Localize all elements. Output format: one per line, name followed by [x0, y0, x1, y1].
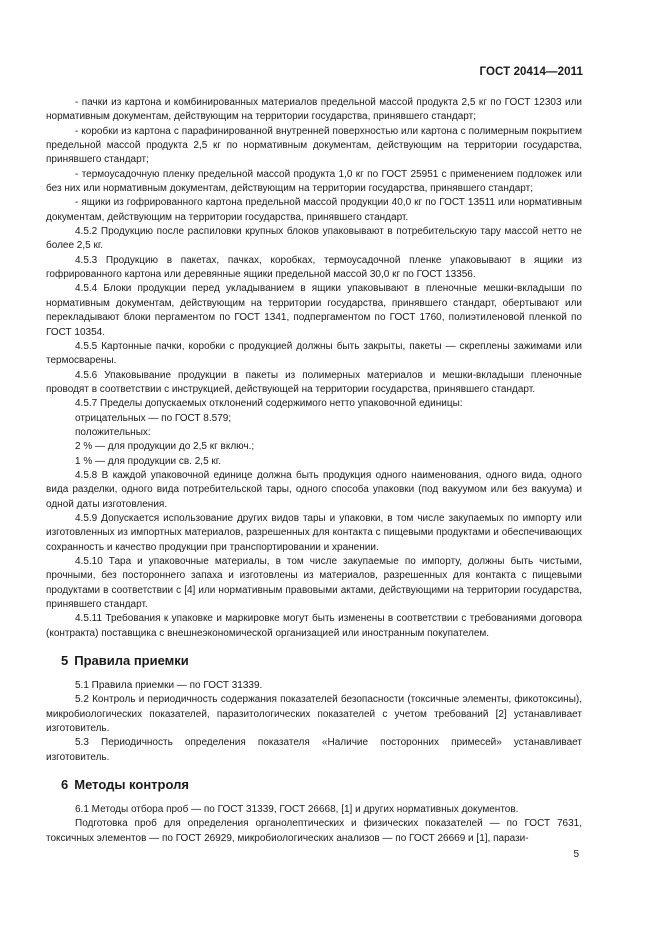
page-number: 5 [573, 849, 579, 860]
packaging-requirements [46, 96, 582, 412]
section-5-heading [46, 652, 582, 670]
paragraph: - термоусадочную пленку предельной массой продукта 1,0 кг по ГОСТ 25951 с применением подложек или без них или нормативным документам, действующим на территории государства, принявшего стандарт; [46, 168, 582, 195]
paragraph: 4.5.9 Допускается использование других видов тары и упаковки, в том числе закупаемых по импорту или изготовленных из импортных материалов, разрешенных для контакта с пищевыми продуктами и обеспечивающих сохранность и качество продукции при транспортировании и хранении. [46, 512, 582, 553]
section-number: 6 [61, 777, 69, 793]
section-title: Правила приемки [74, 653, 189, 669]
paragraph: - коробки из картона с парафинированной внутренней поверхностью или картона с полимерным покрытием предельной массой продукта 2,5 кг по нормативным документам, действующим на территории государства, принявшего стандарт; [46, 125, 582, 166]
paragraph: Подготовка проб для определения органолептических и физических показателей — по ГОСТ 7631, токсичных элементов — по ГОСТ 26929, микробиологических анализов — по ГОСТ 26669 и [1], парази- [46, 818, 582, 844]
tolerance-line: положительных: [75, 426, 151, 438]
document-header: ГОСТ 20414—2011 [479, 66, 583, 78]
paragraph: 4.5.6 Упаковывание продукции в пакеты из полимерных материалов и мешки-вкладыши пленочные проводят в соответствии с инструкцией, действующей на территории государства, принявшего стандарт. [46, 369, 582, 395]
tolerance-line: 1 % — для продукции св. 2,5 кг. [75, 455, 221, 467]
paragraph: 4.5.8 В каждой упаковочной единице должна быть продукция одного наименования, одного вида, одного вида разделки, одного вида потребительской тары, одного способа упаковки (под вакуумом или без вакуума) и одной даты изготовления. [46, 469, 582, 510]
paragraph: 4.5.4 Блоки продукции перед укладыванием в ящики упаковывают в пленочные мешки-вкладыши по нормативным документам, действующим на территории государства, принявшего стандарт, обертывают или перекладывают блоки пергаментом по ГОСТ 1341, подпергаментом по ГОСТ 1760, полиэтиленовой пленкой по ГОСТ 10354. [46, 283, 582, 338]
paragraph: 5.1 Правила приемки — по ГОСТ 31339. [75, 680, 263, 692]
paragraph: 4.5.10 Тара и упаковочные материалы, в том числе закупаемые по импорту, должны быть чистыми, прочными, без постороннего запаха и изготовлены из материалов, разрешенных для контакта с пищевыми продуктами в соответствии с [4] или нормативным правовыми актами, действующими на территории государства, принявшего стандарт. [46, 556, 582, 611]
paragraph: 4.5.11 Требования к упаковке и маркировке могут быть изменены в соответствии с требованиями договора (контракта) поставщика с внешнеэкономической организацией или иностранным покупателем. [46, 613, 582, 639]
paragraph: 5.3 Периодичность определения показателя «Наличие посторонних примесей» устанавливает изготовитель. [46, 737, 582, 763]
paragraph: - пачки из картона и комбинированных материалов предельной массой продукта 2,5 кг по ГОСТ 12303 или нормативным документам, действующим на территории государства, принявшего стандарт; [46, 97, 582, 123]
paragraph: 4.5.2 Продукцию после распиловки крупных блоков упаковывают в потребительскую тару массой нетто не более 2,5 кг. [46, 226, 582, 252]
tolerance-list [46, 412, 582, 469]
tolerance-line: 2 % — для продукции до 2,5 кг включ.; [75, 441, 255, 453]
section-6-heading [46, 776, 582, 794]
paragraph: 4.5.3 Продукцию в пакетах, пачках, коробках, термоусадочной пленке упаковывают в ящики из гофрированного картона или деревянные ящики предельной массой 30,0 кг по ГОСТ 13356. [46, 254, 582, 281]
paragraph: 6.1 Методы отбора проб — по ГОСТ 31339, ГОСТ 26668, [1] и других нормативных документов. [75, 804, 519, 816]
packaging-requirements-cont [46, 469, 582, 641]
paragraph: - ящики из гофрированного картона предельной массой продукции 40,0 кг по ГОСТ 13511 или нормативным документам, действующим на территории государства, принявшего стандарт. [46, 197, 582, 223]
page-body [46, 96, 582, 846]
section-title: Методы контроля [74, 777, 189, 793]
paragraph: 4.5.7 Пределы допускаемых отклонений содержимого нетто упаковочной единицы: [75, 398, 463, 410]
paragraph: 4.5.5 Картонные пачки, коробки с продукцией должны быть закрыты, пакеты — скреплены зажимами или термосварены. [46, 340, 582, 367]
tolerance-line: отрицательных — по ГОСТ 8.579; [75, 412, 232, 424]
paragraph: 5.2 Контроль и периодичность содержания показателей безопасности (токсичные элементы, фикотоксины), микробиологических показателей, паразитологических показателей с учетом требований [2] устанавливает изготовитель. [46, 694, 582, 735]
section-number: 5 [61, 653, 69, 669]
